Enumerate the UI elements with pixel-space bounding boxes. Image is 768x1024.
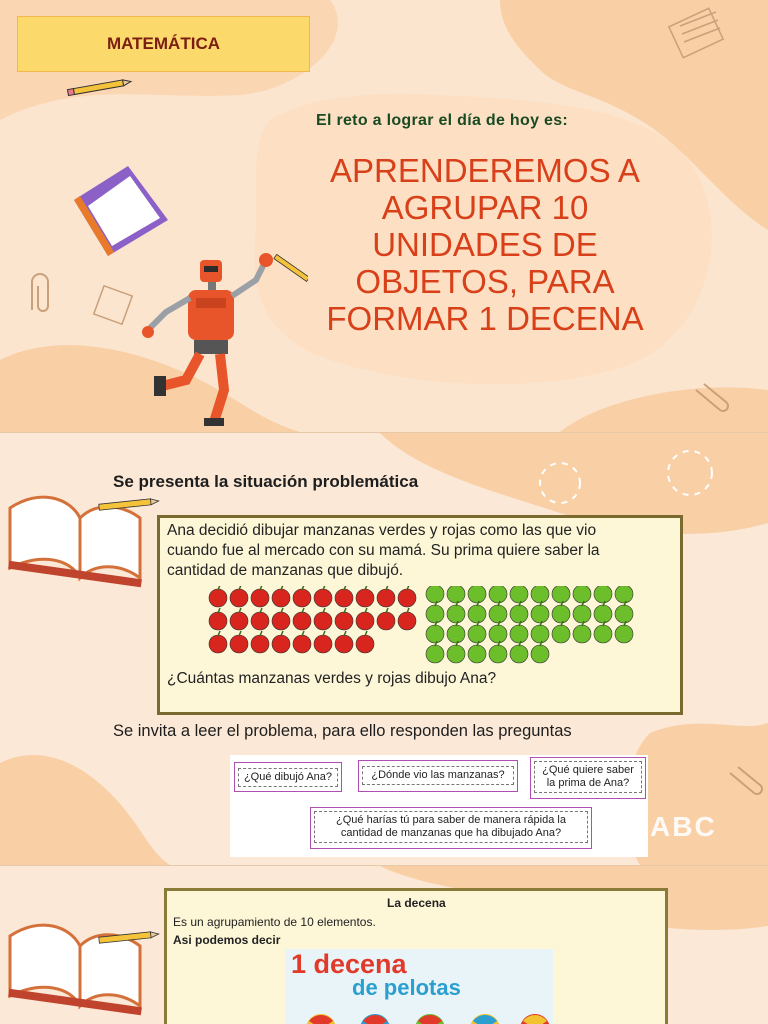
apple-icon [489, 621, 507, 643]
apple-icon [209, 631, 227, 653]
apple-icon [426, 601, 444, 623]
apple-icon [230, 586, 248, 607]
apple-icon [468, 621, 486, 643]
question-card [530, 757, 646, 799]
question-card [310, 807, 592, 849]
apple-icon [314, 586, 332, 607]
apple-icon [314, 631, 332, 653]
questions-panel [230, 755, 648, 857]
challenge-intro: El reto a lograr el día de hoy es: [316, 112, 569, 129]
apple-icon [447, 641, 465, 663]
challenge-line: APRENDEREMOS A [330, 152, 640, 189]
apple-icon [377, 586, 395, 607]
apple-icon [335, 631, 353, 653]
pencil-icon [95, 928, 165, 948]
apple-icon [447, 621, 465, 643]
apple-icon [335, 586, 353, 607]
apple-icon [356, 608, 374, 630]
apple-icon [489, 601, 507, 623]
decena-image-title: 1 decena [291, 949, 407, 979]
problem-statement [167, 521, 672, 581]
problem-line: cantidad de manzanas que dibujó. [167, 562, 404, 579]
problem-question: ¿Cuántas manzanas verdes y rojas dibujo Ana? [167, 670, 497, 687]
apple-icon [251, 586, 269, 607]
ball-icon [306, 1014, 336, 1024]
ball-icon [470, 1014, 500, 1024]
apple-icon [468, 586, 486, 603]
question-text: ¿Qué dibujó Ana? [238, 768, 338, 787]
apple-icon [552, 621, 570, 643]
challenge-line: FORMAR 1 DECENA [326, 300, 644, 337]
decena-title: La decena [387, 896, 446, 910]
apple-icon [426, 641, 444, 663]
decena-lead: Asi podemos decir [173, 933, 281, 947]
challenge-line: AGRUPAR 10 [381, 189, 589, 226]
apple-icon [510, 641, 528, 663]
apple-icon [468, 601, 486, 623]
apples-illustration [208, 586, 648, 668]
robot-icon [138, 240, 308, 430]
ball-icon [520, 1014, 550, 1024]
abc-decoration: ABC [650, 811, 717, 842]
question-card [358, 760, 518, 792]
decena-definition: Es un agrupamiento de 10 elementos. [173, 915, 376, 929]
problem-line: Ana decidió dibujar manzanas verdes y rojas como las que vio [167, 522, 597, 539]
apple-icon [594, 601, 612, 623]
apple-icon [594, 586, 612, 603]
apple-icon [356, 586, 374, 607]
apple-icon [230, 608, 248, 630]
subject-title-box [17, 16, 310, 72]
subject-title: MATEMÁTICA [107, 34, 220, 53]
question-text: ¿Dónde vio las manzanas? [362, 766, 514, 785]
apple-icon [615, 586, 633, 603]
apple-icon [510, 586, 528, 603]
apple-icon [552, 601, 570, 623]
apple-icon [356, 631, 374, 653]
apple-icon [447, 586, 465, 603]
challenge-line: UNIDADES DE [372, 226, 598, 263]
apple-icon [510, 601, 528, 623]
apple-icon [314, 608, 332, 630]
apple-icon [251, 631, 269, 653]
apple-icon [489, 586, 507, 603]
apple-icon [272, 608, 290, 630]
balls-row [285, 1009, 553, 1024]
ball-icon [415, 1014, 445, 1024]
challenge-line: OBJETOS, PARA [355, 263, 615, 300]
slide-challenge [0, 0, 768, 432]
apple-icon [426, 621, 444, 643]
apple-icon [489, 641, 507, 663]
apple-icon [552, 586, 570, 603]
apple-icon [615, 621, 633, 643]
apple-icon [293, 608, 311, 630]
apple-icon [510, 621, 528, 643]
question-text: ¿Qué quiere saber la prima de Ana? [534, 761, 642, 793]
pencil-icon [95, 495, 165, 515]
apple-icon [594, 621, 612, 643]
challenge-headline [300, 152, 670, 337]
question-card [234, 762, 342, 792]
apple-icon [293, 631, 311, 653]
apple-icon [531, 641, 549, 663]
apple-icon [573, 601, 591, 623]
apple-icon [209, 586, 227, 607]
problem-heading: Se presenta la situación problemática [113, 472, 419, 491]
problem-card [157, 515, 683, 715]
apple-icon [230, 631, 248, 653]
slide-decena [0, 866, 768, 1024]
decena-image-subtitle: de pelotas [352, 975, 461, 1000]
apple-icon [531, 586, 549, 603]
paperclip-icon [724, 763, 764, 803]
pencil-icon [60, 70, 140, 110]
apple-icon [426, 586, 444, 603]
decena-illustration [285, 949, 553, 1024]
invite-text: Se invita a leer el problema, para ello responden las preguntas [113, 722, 572, 740]
apple-icon [531, 601, 549, 623]
apple-icon [615, 601, 633, 623]
notebook-icon [660, 4, 740, 64]
apple-icon [447, 601, 465, 623]
decena-card [164, 888, 668, 1024]
apple-icon [531, 621, 549, 643]
apple-icon [272, 586, 290, 607]
apple-icon [468, 641, 486, 663]
question-text: ¿Qué harías tú para saber de manera rápida la cantidad de manzanas que ha dibujado Ana? [314, 811, 588, 843]
apple-icon [377, 608, 395, 630]
open-book-icon [0, 906, 150, 1024]
ball-icon [360, 1014, 390, 1024]
apple-icon [573, 621, 591, 643]
problem-line: cuando fue al mercado con su mamá. Su prima quiere saber la [167, 542, 600, 559]
apple-icon [335, 608, 353, 630]
apple-icon [272, 631, 290, 653]
apple-icon [573, 586, 591, 603]
slide-problem [0, 433, 768, 865]
apple-icon [398, 586, 416, 607]
apple-icon [293, 586, 311, 607]
apple-icon [251, 608, 269, 630]
paperclip-icon [20, 270, 70, 320]
sticky-note-icon [90, 282, 140, 332]
paperclip-icon [690, 380, 730, 420]
apple-icon [398, 608, 416, 630]
apple-icon [209, 608, 227, 630]
